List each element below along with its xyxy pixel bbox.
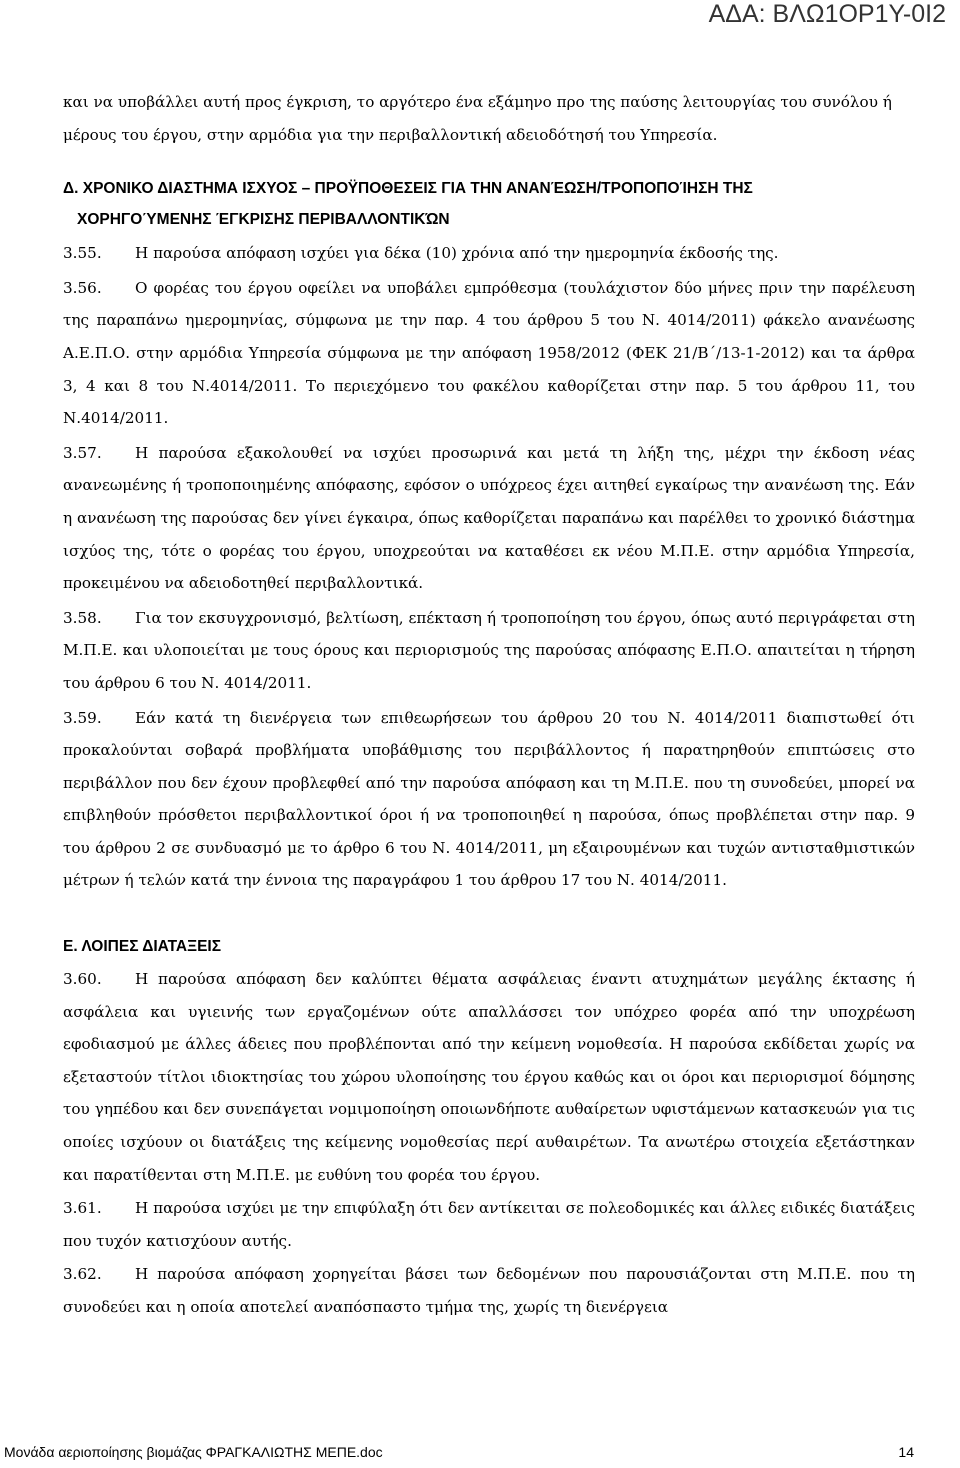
footer-filename: Μονάδα αεριοποίησης βιομάζας ΦΡΑΓΚΑΛΙΩΤΗΣ ΜΕΠΕ.doc [4,1444,383,1460]
paragraph-3-59 [63,702,915,898]
paragraph-number: 3.62. [63,1265,102,1284]
paragraph-text: Για τον εκσυγχρονισμό, βελτίωση, επέκταση ή τροποποίηση του έργου, όπως αυτό περιγράφεται στη Μ.Π.Ε. και υλοποιείται με τους όρους και περιορισμούς της παρούσας απόφασης Ε.Π.Ο. απαιτείται η τήρηση του άρθρου 6 του Ν. 4014/2011. [63,608,915,692]
paragraph-number: 3.60. [63,970,102,989]
paragraph-text: Η παρούσα απόφαση χορηγείται βάσει των δεδομένων που παρουσιάζονται στη Μ.Π.Ε. που τη συνοδεύει και η οποία αποτελεί αναπόσπαστο τμήμα της, χωρίς τη διενέργεια [63,1265,915,1316]
section-d-heading-line1: Δ. ΧΡΟΝΙΚΟ ΔΙΑΣΤΗΜΑ ΙΣΧΥΟΣ – ΠΡΟΫΠΟΘΕΣΕΙΣ ΓΙΑ ΤΗΝ ΑΝΑΝΈΩΣΗ/ΤΡΟΠΟΠΟΊΗΣΗ ΤΗΣ [63,180,753,198]
paragraph-3-56 [63,272,915,435]
paragraph-3-57 [63,437,915,600]
paragraph-number: 3.57. [63,443,102,462]
section-e-heading: Ε. ΛΟΙΠΕΣ ΔΙΑΤΑΞΕΙΣ [63,938,222,956]
paragraph-3-55 [63,237,915,270]
section-d-heading [63,173,915,235]
paragraph-3-58 [63,602,915,700]
ada-code: ΑΔΑ: ΒΛΩ1ΟΡ1Υ-0Ι2 [708,0,946,28]
document-page [63,86,915,1324]
paragraph-number: 3.58. [63,608,102,627]
paragraph-text: Εάν κατά τη διενέργεια των επιθεωρήσεων του άρθρου 20 του Ν. 4014/2011 διαπιστωθεί ότι προκαλούνται σοβαρά προβλήματα υποβάθμισης του περιβάλλοντος ή παρατηρηθούν επιπτώσεις στο περιβάλλον που δεν έχουν προβλεφθεί από την παρούσα απόφαση και τη Μ.Π.Ε. που τη συνοδεύει, μπορεί να επιβληθούν πρόσθετοι περιβαλλοντικοί όροι ή να τροποποιηθεί η παρούσα, όπως προβλέπεται στην παρ. 9 του άρθρου 2 σε συνδυασμό με το άρθρο 6 του Ν. 4014/2011, μη εξαιρουμένων και τυχών αντισταθμιστικών μέτρων ή τελών κατά την έννοια της παραγράφου 1 του άρθρου 17 του Ν. 4014/2011. [63,708,915,890]
page-footer [4,1444,914,1460]
paragraph-text: Η παρούσα απόφαση δεν καλύπτει θέματα ασφάλειας έναντι ατυχημάτων μεγάλης έκτασης ή ασφάλεια και υγιεινής των εργαζομένων ούτε απαλλάσσει τον υπόχρεο φορέα από την υποχρέωση εφοδιασμού με άλλες άδειες που προβλέπονται από την κείμενη νομοθεσία. Η παρούσα εκδίδεται χωρίς να εξεταστούν τίτλοι ιδιοκτησίας του χώρου υλοποίησης του έργου καθώς και οι όροι και περιορισμοί δόμησης του γηπέδου και δεν συνεπάγεται νομιμοποίηση οποιωνδήποτε αυθαίρετων υφιστάμενων κατασκευών για τις οποίες ισχύουν οι διατάξεις της κείμενης νομοθεσίας περί αυθαιρέτων. Τα ανωτέρω στοιχεία εξετάστηκαν και παρατίθενται στη Μ.Π.Ε. με ευθύνη του φορέα του έργου. [63,970,915,1184]
section-d-heading-line2: ΧΟΡΗΓΟΎΜΕΝΗΣ ΈΓΚΡΙΣΗΣ ΠΕΡΙΒΑΛΛΟΝΤΙΚΏΝ [77,211,450,229]
paragraph-3-61 [63,1192,915,1257]
paragraph-number: 3.59. [63,708,102,727]
intro-paragraph: και να υποβάλλει αυτή προς έγκριση, το αργότερο ένα εξάμηνο προ της παύσης λειτουργίας του συνόλου ή μέρους του έργου, στην αρμόδια για την περιβαλλοντική αδειοδότησή του Υπηρεσία. [63,93,892,144]
paragraph-text: Η παρούσα απόφαση ισχύει για δέκα (10) χρόνια από την ημερομηνία έκδοσής της. [135,244,779,263]
footer-page-number: 14 [898,1444,914,1460]
paragraph-number: 3.55. [63,244,102,263]
paragraph-3-60 [63,963,915,1191]
paragraph-number: 3.61. [63,1199,102,1218]
paragraph-text: Η παρούσα εξακολουθεί να ισχύει προσωρινά και μετά τη λήξη της, μέχρι την έκδοση νέας ανανεωμένης ή τροποποιημένης απόφασης, εφόσον ο υπόχρεος έχει αιτηθεί εγκαίρως την ανανέωση της. Εάν η ανανέωση της παρούσας δεν γίνει έγκαιρα, όπως καθορίζεται παραπάνω και παρέλθει το χρονικό διάστημα ισχύος της, τότε ο φορέας του έργου, υποχρεούται να καταθέσει εκ νέου Μ.Π.Ε. στην αρμόδια Υπηρεσία, προκειμένου να αδειοδοτηθεί περιβαλλοντικά. [63,443,915,593]
paragraph-3-62 [63,1258,915,1323]
paragraph-text: Ο φορέας του έργου οφείλει να υποβάλει εμπρόθεσμα (τουλάχιστον δύο μήνες πριν την παρέλευση της παραπάνω ημερομηνίας, σύμφωνα με την παρ. 4 του άρθρου 5 του Ν. 4014/2011) φάκελο ανανέωσης Α.Ε.Π.Ο. στην αρμόδια Υπηρεσία σύμφωνα με την απόφαση 1958/2012 (ΦΕΚ 21/Β΄/13-1-2012) και τα άρθρα 3, 4 και 8 του Ν.4014/2011. Το περιεχόμενο του φακέλου καθορίζεται στην παρ. 5 του άρθρου 11, του Ν.4014/2011. [63,278,915,428]
paragraph-number: 3.56. [63,278,102,297]
paragraph-text: Η παρούσα ισχύει με την επιφύλαξη ότι δεν αντίκειται σε πολεοδομικές και άλλες ειδικές διατάξεις που τυχόν κατισχύουν αυτής. [63,1199,915,1250]
